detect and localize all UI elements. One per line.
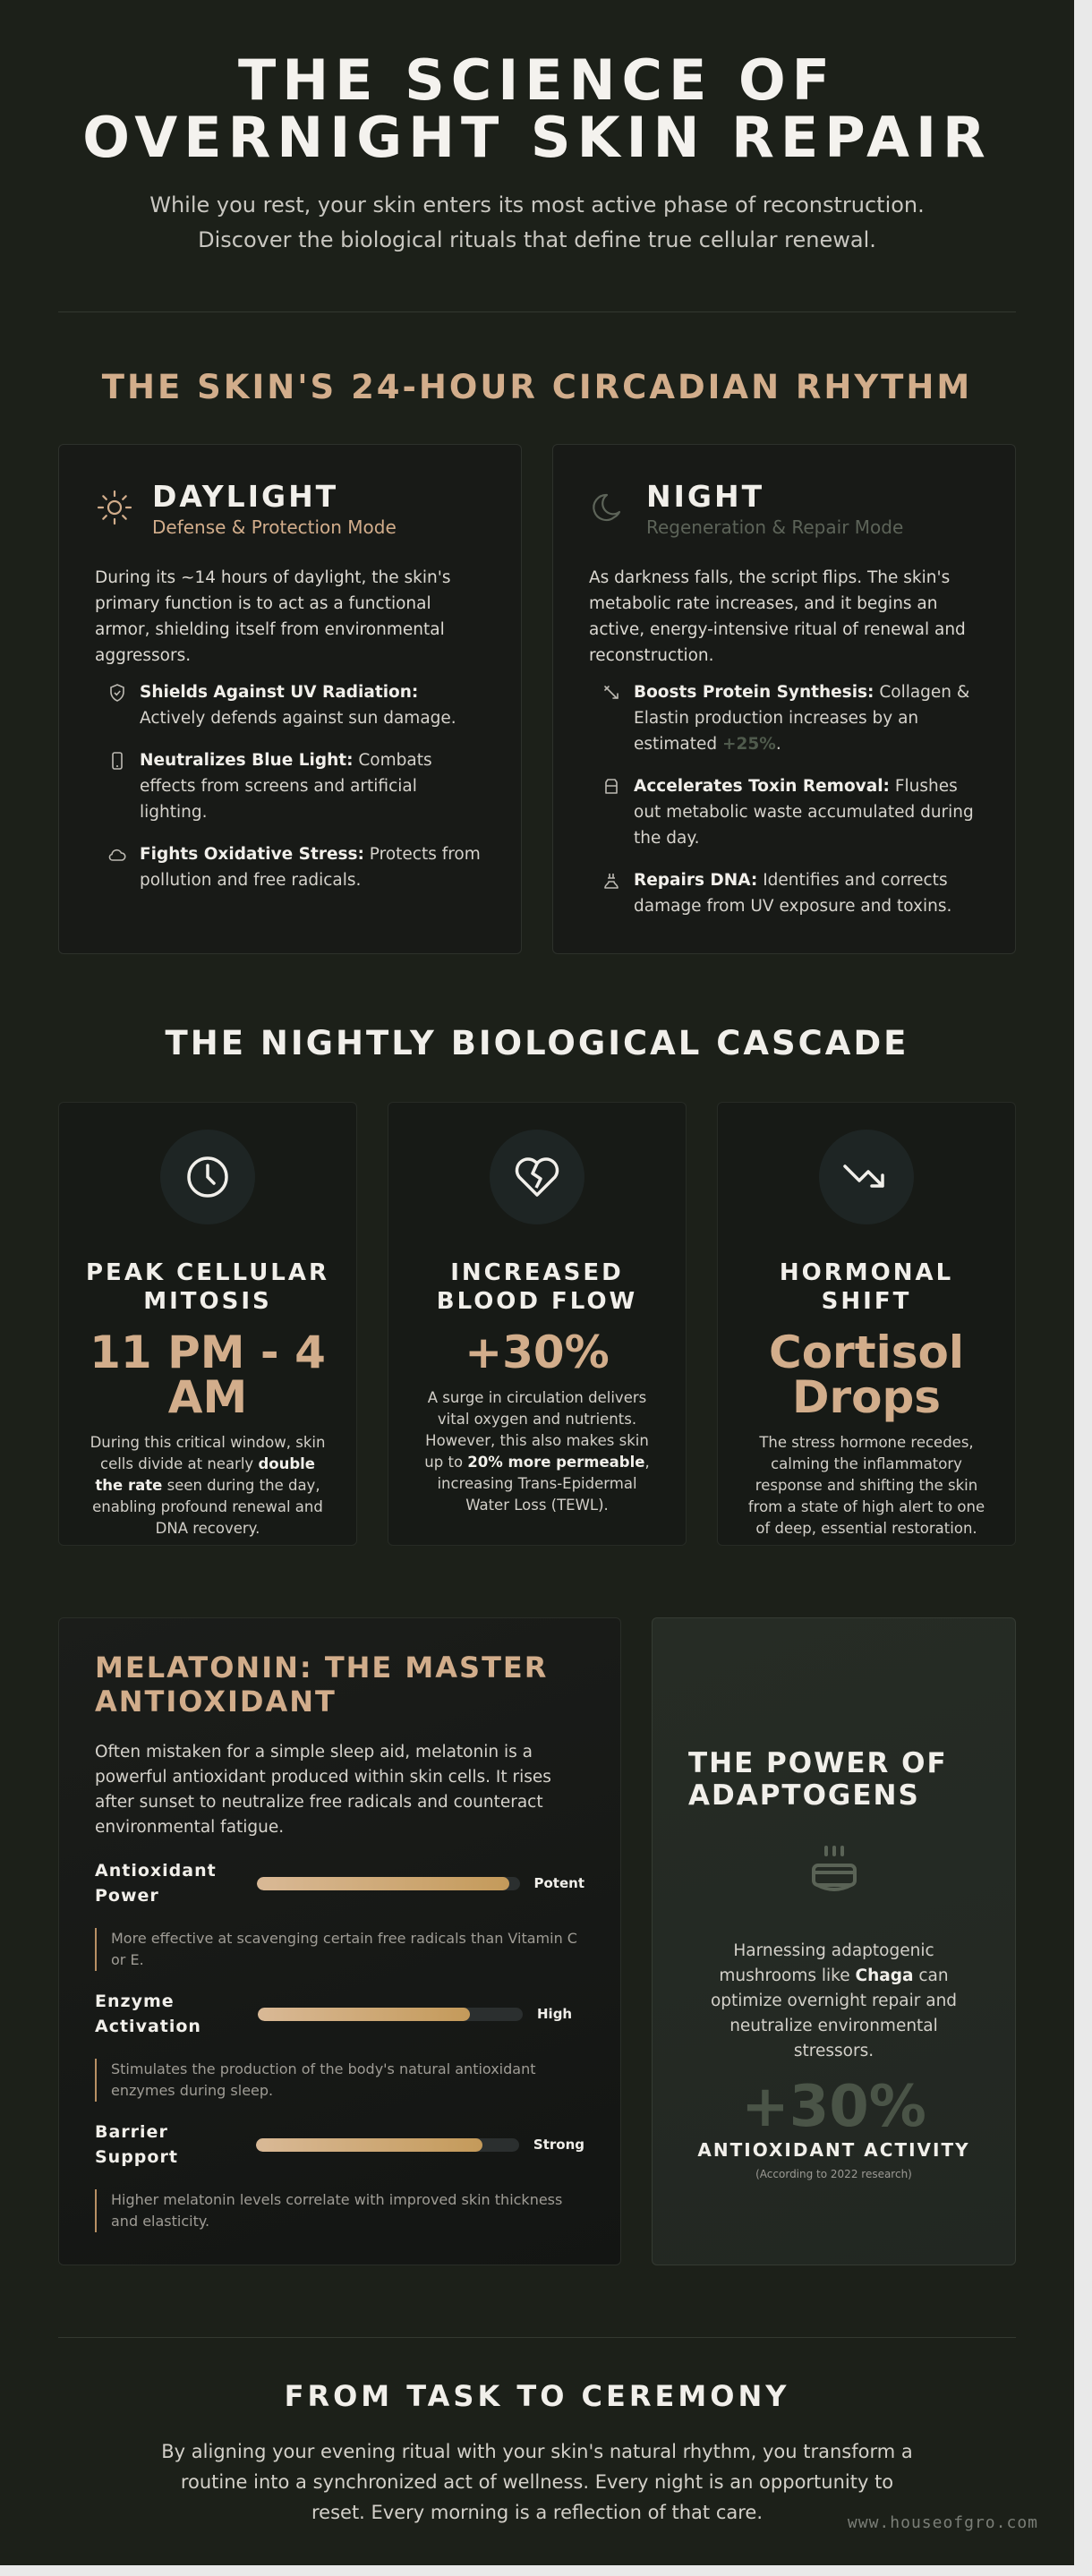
stat-label: ANTIOXIDANT ACTIVITY — [697, 2139, 970, 2161]
title-line: ADAPTOGENS — [688, 1779, 920, 1812]
item-bold: Shields Against UV Radiation: — [140, 683, 419, 702]
melatonin-card — [58, 1617, 621, 2265]
rhythm-cards — [58, 444, 1016, 954]
list-item — [107, 747, 485, 825]
progress-track — [258, 2008, 523, 2021]
metric-antioxidant-power — [95, 1858, 584, 1908]
archive-icon — [601, 777, 621, 797]
item-text: Identifies and corrects damage from UV exposure and toxins. — [634, 871, 952, 916]
footer-site-link[interactable]: www.houseofgro.com — [847, 2513, 1038, 2532]
metric-note: Stimulates the production of the body's natural antioxidant enzymes during sleep. — [95, 2059, 584, 2102]
adaptogens-card — [652, 1617, 1016, 2265]
label-line: Enzyme — [95, 1992, 175, 2011]
title-line-1: THE SCIENCE OF — [237, 47, 837, 113]
daylight-card — [58, 444, 522, 954]
item-bold: Boosts Protein Synthesis: — [634, 683, 874, 702]
melatonin-title — [95, 1651, 584, 1719]
stat-line: Cortisol — [769, 1326, 964, 1378]
metric-label — [95, 1858, 257, 1908]
label-line: Activation — [95, 2017, 201, 2036]
herbal-bowl-icon — [803, 1842, 866, 1905]
night-title: NIGHT — [646, 479, 765, 514]
item-text: Protects from pollution and free radicals. — [140, 845, 481, 890]
metric-level: High — [537, 2006, 573, 2022]
collagen-stat: +25% — [722, 735, 776, 754]
card-description — [86, 1432, 329, 1540]
metric-level: Strong — [533, 2137, 584, 2153]
item-text: Actively defends against sun damage. — [140, 709, 456, 728]
desc-text: A surge in circulation delivers vital oxygen and nutrients. However, this also makes skin up to — [424, 1389, 649, 1471]
stat-line: Drops — [791, 1371, 942, 1423]
metric-barrier-support — [95, 2120, 584, 2170]
cascade-card-hormonal — [717, 1102, 1016, 1546]
stat-line: 11 PM - 4 — [90, 1326, 326, 1378]
icon-circle — [819, 1130, 914, 1224]
closing-text: By aligning your evening ritual with your skin's natural rhythm, you transform a routine into a synchronized act of wellness. Every night is an opportunity to reset. Every morning is a reflection of that care. — [161, 2441, 913, 2523]
list-item — [107, 679, 485, 731]
card-description — [745, 1432, 988, 1540]
item-bold: Fights Oxidative Stress: — [140, 845, 364, 864]
card-stat — [86, 1326, 329, 1423]
list-item — [601, 773, 979, 851]
metric-label — [95, 1989, 258, 2039]
metric-note: Higher melatonin levels correlate with improved skin thickness and elasticity. — [95, 2189, 584, 2232]
desc-bold: Chaga — [855, 1966, 914, 1985]
title-line: MELATONIN: THE MASTER — [95, 1651, 549, 1685]
label-line: Barrier Support — [95, 2122, 178, 2167]
divider — [58, 2337, 1016, 2338]
daylight-list — [95, 679, 485, 893]
list-item — [107, 841, 485, 893]
phone-icon — [107, 751, 127, 771]
desc-text: seen during the day, enabling profound renewal and DNA recovery. — [92, 1477, 323, 1537]
cascade-title: THE NIGHTLY BIOLOGICAL CASCADE — [165, 1024, 909, 1062]
desc-text: can optimize overnight repair and neutralize environmental stressors. — [710, 1966, 958, 2060]
desc-bold: 20% more permeable — [467, 1454, 645, 1471]
desc-text: During this critical window, skin cells divide at nearly — [90, 1434, 326, 1472]
adaptogens-description — [688, 1939, 979, 2064]
title-line-2: OVERNIGHT SKIN REPAIR — [82, 105, 992, 170]
sun-icon — [95, 488, 134, 527]
card-title-line: SHIFT — [821, 1288, 912, 1315]
closing-section — [0, 2379, 1074, 2528]
metric-enzyme-activation — [95, 1989, 584, 2039]
tools-icon — [601, 683, 621, 703]
label-line: Antioxidant — [95, 1861, 217, 1881]
closing-title: FROM TASK TO CEREMONY — [284, 2379, 790, 2413]
trending-down-icon — [841, 1159, 892, 1195]
list-item — [601, 867, 979, 919]
desc-text: The stress hormone recedes, calming the inflammatory response and shifting the skin from a state of high alert to one of deep, essential restoration. — [747, 1434, 985, 1537]
page-title — [0, 47, 1074, 170]
card-title — [745, 1258, 988, 1316]
stat-source: (According to 2022 research) — [755, 2168, 912, 2180]
title-line: THE POWER OF — [688, 1747, 948, 1779]
item-bold: Repairs DNA: — [634, 871, 758, 890]
stat-line: AM — [167, 1371, 248, 1423]
list-item — [601, 679, 979, 757]
hero-subtitle — [134, 188, 940, 258]
daylight-description: During its ~14 hours of daylight, the skin's primary function is to act as a functional armor, shielding itself from environmental aggressors. — [95, 568, 451, 665]
card-title-line: HORMONAL — [779, 1259, 954, 1286]
heart-icon — [512, 1154, 562, 1200]
icon-circle — [490, 1130, 584, 1224]
card-title-line: INCREASED — [450, 1259, 624, 1286]
night-card — [552, 444, 1016, 954]
card-title-line: PEAK CELLULAR — [86, 1259, 330, 1286]
icon-circle — [160, 1130, 255, 1224]
cloud-icon — [107, 845, 127, 865]
card-title — [86, 1258, 329, 1316]
subtitle-line-1: While you rest, your skin enters its most active phase of reconstruction. — [149, 192, 925, 218]
progress-track — [256, 2138, 518, 2152]
melatonin-intro: Often mistaken for a simple sleep aid, melatonin is a powerful antioxidant produced within skin cells. It rises after sunset to neutralize free radicals and counteract environmental fatigue. — [95, 1743, 551, 1837]
progress-fill — [256, 2138, 482, 2152]
stat-line: +30% — [465, 1326, 610, 1378]
night-description: As darkness falls, the script flips. The skin's metabolic rate increases, and it begins an active, energy-intensive ritual of renewal and reconstruction. — [589, 568, 966, 665]
subtitle-line-2: Discover the biological rituals that define true cellular renewal. — [198, 227, 876, 252]
adaptogens-title — [688, 1747, 979, 1812]
item-text: Flushes out metabolic waste accumulated during the day. — [634, 777, 974, 848]
hero-section — [0, 0, 1074, 258]
card-title — [415, 1258, 659, 1316]
shield-icon — [107, 683, 127, 703]
progress-track — [257, 1877, 520, 1890]
card-title-line: BLOOD FLOW — [436, 1288, 638, 1315]
antioxidant-stat: +30% — [741, 2074, 926, 2140]
daylight-subtitle: Defense & Protection Mode — [152, 516, 397, 538]
progress-fill — [258, 2008, 470, 2021]
desc-text: , increasing Trans-Epidermal Water Loss (TEWL). — [437, 1454, 650, 1514]
clock-icon — [183, 1153, 232, 1201]
card-stat — [745, 1326, 988, 1423]
card-stat — [415, 1326, 659, 1378]
item-text: . — [775, 735, 781, 754]
rhythm-title: THE SKIN'S 24-HOUR CIRCADIAN RHYTHM — [101, 368, 973, 406]
melatonin-adaptogen-row — [58, 1617, 1016, 2265]
card-description — [415, 1387, 659, 1516]
item-bold: Accelerates Toxin Removal: — [634, 777, 890, 796]
desc-text: Harnessing adaptogenic mushrooms like — [719, 1941, 934, 1985]
daylight-title: DAYLIGHT — [152, 479, 339, 514]
progress-fill — [257, 1877, 509, 1890]
metric-label — [95, 2120, 256, 2170]
item-text: Combats effects from screens and artificial lighting. — [140, 751, 432, 822]
title-line: ANTIOXIDANT — [95, 1685, 337, 1719]
card-title-line: MITOSIS — [143, 1288, 272, 1315]
desc-bold: double the rate — [95, 1455, 315, 1494]
cascade-cards — [58, 1102, 1016, 1546]
divider — [58, 311, 1016, 312]
moon-icon — [589, 488, 628, 527]
night-subtitle: Regeneration & Repair Mode — [646, 516, 904, 538]
cascade-card-blood-flow — [388, 1102, 687, 1546]
metric-note: More effective at scavenging certain free radicals than Vitamin C or E. — [95, 1928, 584, 1971]
night-list — [589, 679, 979, 919]
label-line: Power — [95, 1886, 159, 1906]
dna-icon — [601, 871, 621, 891]
item-bold: Neutralizes Blue Light: — [140, 751, 354, 770]
cascade-card-mitosis — [58, 1102, 357, 1546]
metric-level: Potent — [533, 1875, 584, 1891]
item-text: Collagen & Elastin production increases by an estimated — [634, 683, 970, 754]
